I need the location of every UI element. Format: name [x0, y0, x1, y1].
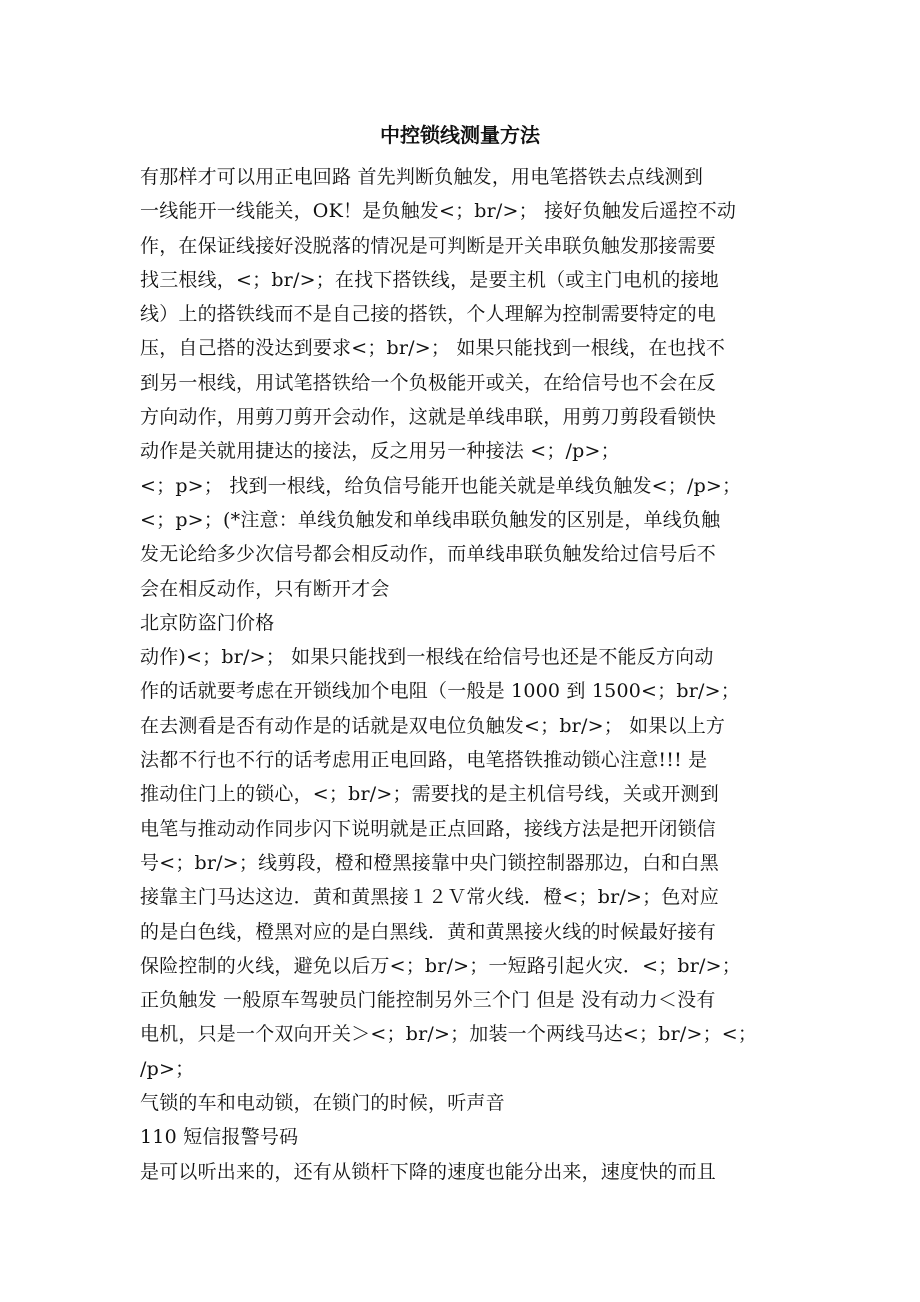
text-line: 会在相反动作，只有断开才会 — [140, 577, 390, 600]
text-line: 作的话就要考虑在开锁线加个电阻（一般是 1000 到 1500<；br/>； — [140, 680, 740, 703]
text-line: 号<；br/>；线剪段，橙和橙黑接靠中央门锁控制器那边，白和白黑 — [140, 851, 719, 874]
text-line-link-keyword: 110 短信报警号码 — [140, 1126, 299, 1149]
text-line: 在去测看是否有动作是的话就是双电位负触发<；br/>； 如果以上方 — [140, 714, 726, 737]
text-line-link-keyword: 北京防盗门价格 — [140, 611, 275, 634]
text-line: 方向动作，用剪刀剪开会动作，这就是单线串联，用剪刀剪段看锁快 — [140, 406, 717, 429]
text-line: 电机，只是一个双向开关＞<；br/>；加装一个两线马达<；br/>；<； — [140, 1023, 758, 1046]
text-line: 找三根线，<；br/>；在找下搭铁线，是要主机（或主门电机的接地 — [140, 268, 719, 291]
text-line: <；p>； 找到一根线，给负信号能开也能关就是单线负触发<；/p>； — [140, 474, 742, 497]
text-line: 作，在保证线接好没脱落的情况是可判断是开关串联负触发那接需要 — [140, 234, 717, 257]
document-title: 中控锁线测量方法 — [380, 123, 540, 147]
text-line: 线）上的搭铁线而不是自己接的搭铁，个人理解为控制需要特定的电 — [140, 303, 717, 326]
text-line: 推动住门上的锁心，<；br/>；需要找的是主机信号线，关或开测到 — [140, 783, 719, 806]
text-line: 电笔与推动动作同步闪下说明就是正点回路，接线方法是把开闭锁信 — [140, 817, 717, 840]
text-line: 发无论给多少次信号都会相反动作，而单线串联负触发给过信号后不 — [140, 543, 717, 566]
text-line: <；p>；(*注意：单线负触发和单线串联负触发的区别是，单线负触 — [140, 508, 721, 531]
text-line: 法都不行也不行的话考虑用正电回路，电笔搭铁推动锁心注意!!! 是 — [140, 749, 708, 772]
text-line: 保险控制的火线，避免以后万<；br/>；一短路引起火灾．<；br/>； — [140, 954, 741, 977]
text-line: 有那样才可以用正电回路 首先判断负触发，用电笔搭铁去点线测到 — [140, 166, 704, 188]
text-line: 接靠主门马达这边．黄和黄黑接１２Ｖ常火线．橙<；br/>；色对应 — [140, 886, 719, 909]
text-line: 气锁的车和电动锁，在锁门的时候，听声音 — [140, 1092, 505, 1115]
text-line: 动作是关就用捷达的接法，反之用另一种接法 <；/p>； — [140, 440, 620, 463]
text-line: /p>； — [140, 1057, 195, 1080]
document-body — [140, 160, 790, 1189]
text-line: 压，自己搭的没达到要求<；br/>； 如果只能找到一根线，在也找不 — [140, 337, 726, 360]
text-line: 是可以听出来的，还有从锁杆下降的速度也能分出来，速度快的而且 — [140, 1160, 717, 1183]
text-line: 正负触发 一般原车驾驶员门能控制另外三个门 但是 没有动力＜没有 — [140, 989, 716, 1012]
text-line: 的是白色线，橙黑对应的是白黑线．黄和黄黑接火线的时候最好接有 — [140, 920, 717, 943]
text-line: 到另一根线，用试笔搭铁给一个负极能开或关，在给信号也不会在反 — [140, 371, 717, 394]
text-line: 动作)<；br/>； 如果只能找到一根线在给信号也还是不能反方向动 — [140, 646, 714, 669]
text-line: 一线能开一线能关，OK！是负触发<；br/>； 接好负触发后遥控不动 — [140, 200, 737, 223]
